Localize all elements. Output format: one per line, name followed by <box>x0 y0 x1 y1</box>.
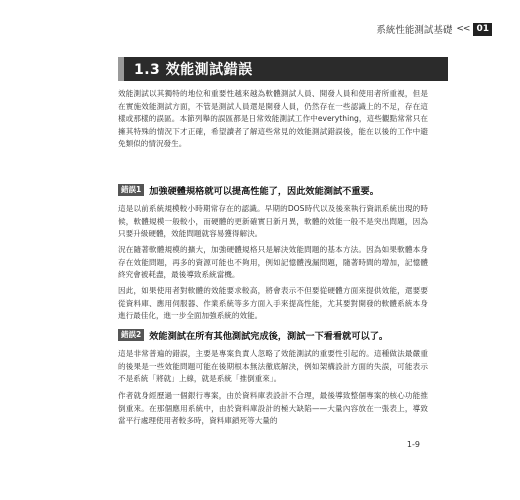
section-title-text: 效能測試錯誤 <box>165 62 253 78</box>
misconception-2-title: 效能測試在所有其他測試完成後，測試一下看看就可以了。 <box>149 331 389 342</box>
misconception-2-heading <box>118 328 428 342</box>
running-header-title: 系統性能測試基礎 <box>376 25 453 36</box>
section-title <box>134 59 253 79</box>
chapter-number: 01 <box>473 23 492 36</box>
misconception-1-paragraph-1: 這是以前系統規模較小時期常存在的認識。早期的DOS時代以及後來執行資訊系統出現的時候，軟體規模一般較小，而硬體的更新確實日新月異，軟體的效能一般不是突出問題，因為只要升級硬體，效能問題就容易獲得解決。 <box>118 204 428 239</box>
section-title-bar <box>118 57 448 81</box>
misconception-1-paragraph-2: 況在隨著軟體規模的擴大，加強硬體規格只是解決效能問題的基本方法。因為如果軟體本身存在效能問題，再多的資源可能也不夠用，例如記憶體洩漏問題，隨著時間的增加，記憶體終究會被耗盡，最後導致系統當機。 <box>118 245 428 280</box>
section-number: 1.3 <box>134 62 161 78</box>
misconception-1-badge: 錯誤1 <box>118 184 144 196</box>
misconception-2-paragraph-2: 作者就身經歷過一個銀行專案，由於資料庫表設計不合理，最後導致整個專案的核心功能推倒重來。在那個應用系統中，由於資料庫設計的極大缺陷——大量內容放在一張表上，導致當平行處理使用者較多時，資料庫鎖死等大量的 <box>118 391 428 426</box>
page-number: 1-9 <box>406 440 420 449</box>
double-chevron-left-icon: << <box>456 24 470 34</box>
misconception-1-heading <box>118 183 428 197</box>
misconception-2-paragraph-1: 這是非常普遍的錯誤，主要是專案負責人忽略了效能測試的重要性引起的。這種做法最嚴重的後果是一些效能問題可能在後期根本無法徹底解決，例如架構設計方面的失誤，可能表示不是系統「將就」上線，就是系統「推倒重來」。 <box>118 349 428 384</box>
misconception-1-title: 加強硬體規格就可以提高性能了，因此效能測試不重要。 <box>149 186 379 197</box>
section-accent-stripe <box>118 57 124 81</box>
misconception-1-paragraph-3: 因此，如果使用者對軟體的效能要求較高，將會表示不但要從硬體方面來提供效能，還要要從資料庫、應用伺服器、作業系統等多方面入手來提高性能，尤其要對開發的軟體系統本身進行最佳化，進一步全面加強系統的效能。 <box>118 286 428 321</box>
running-header <box>376 22 492 36</box>
misconception-2-badge: 錯誤2 <box>118 329 144 341</box>
intro-paragraph: 效能測試以其獨特的地位和重要性越來越為軟體測試人員、開發人員和使用者所重視，但是在實施效能測試方面，不管是測試人員還是開發人員，仍然存在一些認識上的不足，存在這樣或那樣的誤區。本節列舉的誤區都是日常效能測試工作中everything，這些觀點常常只在擁其特殊的情況下才正確，希望讀者了解這些常見的效能測試錯誤後，能在以後的工作中避免類似的情況發生。 <box>118 89 428 149</box>
